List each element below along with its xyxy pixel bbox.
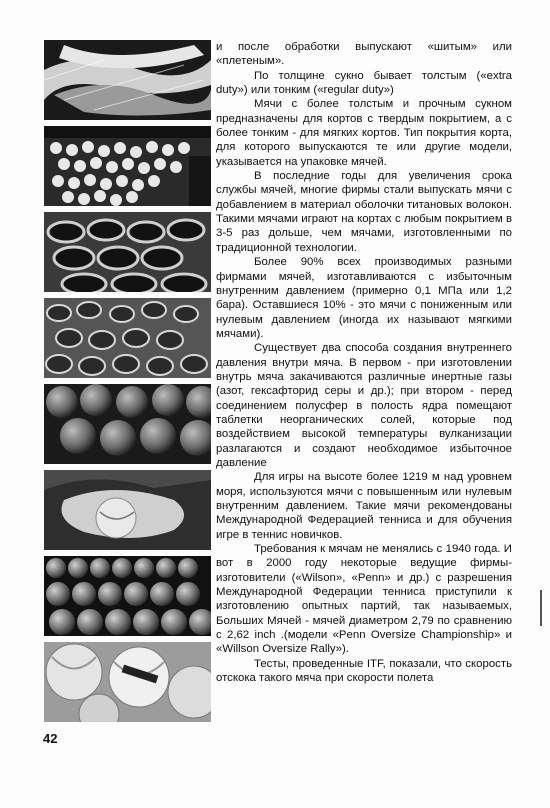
paragraph: В последние годы для увеличения срока службы мячей, многие фирмы стали выпускать мячи с добавлением в материал оболочки титановых волокон. Такими мячами играют на кортах с любым покрытием в 3-5 раз дольше, чем мячами, изготовленными по традиционной технологии. [216,170,512,254]
paragraph: Для игры на высоте более 1219 м над уровнем моря, используются мячи с повышенным или нулевым внутренним давлением. Такие мячи рекомендованы Международной Федерацией тенниса и для обучения игре в теннис новичков. [216,471,512,541]
paragraph: Тесты, проведенные ITF, показали, что скорость отскока такого мяча при скорости полета [216,657,512,685]
branded-balls-photo [44,642,211,722]
half-shells-photo [44,298,211,378]
paragraph: Более 90% всех производимых разными фирмами мячей, изготавливаются с избыточным внутренним давлением (примерно 0,1 МПа или 1,2 бара). Оставшиеся 10% - это мячи с пониженным или нулевым давлением (иногда их называют мягкими мячами). [216,256,512,340]
photo-strip [44,40,211,728]
article-text [216,40,512,685]
fabric-fibers-photo [44,40,211,120]
ball-cores-bin-photo [44,126,211,206]
felted-balls-photo [44,384,211,464]
ball-rows-photo [44,556,211,636]
ball-halves-molds-photo [44,212,211,292]
page-number: 42 [43,731,58,746]
paragraph: Мячи с более толстым и прочным сукном предназначены для кортов с твердым покрытием, а с более тонким - для мягких кортов. Тип покрытия корта, для которого выпускаются те или другие модели, указывается на упаковке мячей. [216,98,512,168]
page-edge-mark [540,590,542,626]
paragraph: Существует два способа создания внутреннего давления внутри мяча. В первом - при изготовлении внутрь мяча закачиваются различные инертные газы (азот, гексафторид серы и др.); при втором - перед соединением полусфер в полость ядра помещают таблетки неорганических солей, которые под воздействием высокой температуры вулканизации разлагаются и создают необходимое избыточное давление [216,342,512,469]
paragraph: и после обработки выпускают «шитым» или «плетеным». [216,41,512,68]
paragraph: Требования к мячам не менялись с 1940 года. И вот в 2000 году некоторые ведущие фирмы-изготовители («Wilson», «Penn» и др.) с разрешения Международной Федерации тенниса приступили к изготовлению опытных партий, так называемых, Больших Мячей - мячей диаметром 2,79 по сравнению с 2,62 inch .(модели «Penn Oversize Championship» и «Willson Oversize Rally»). [216,543,512,656]
hand-inspecting-ball-photo [44,470,211,550]
paragraph: По толщине сукно бывает толстым («extra duty») или тонким («regular duty») [216,69,512,97]
